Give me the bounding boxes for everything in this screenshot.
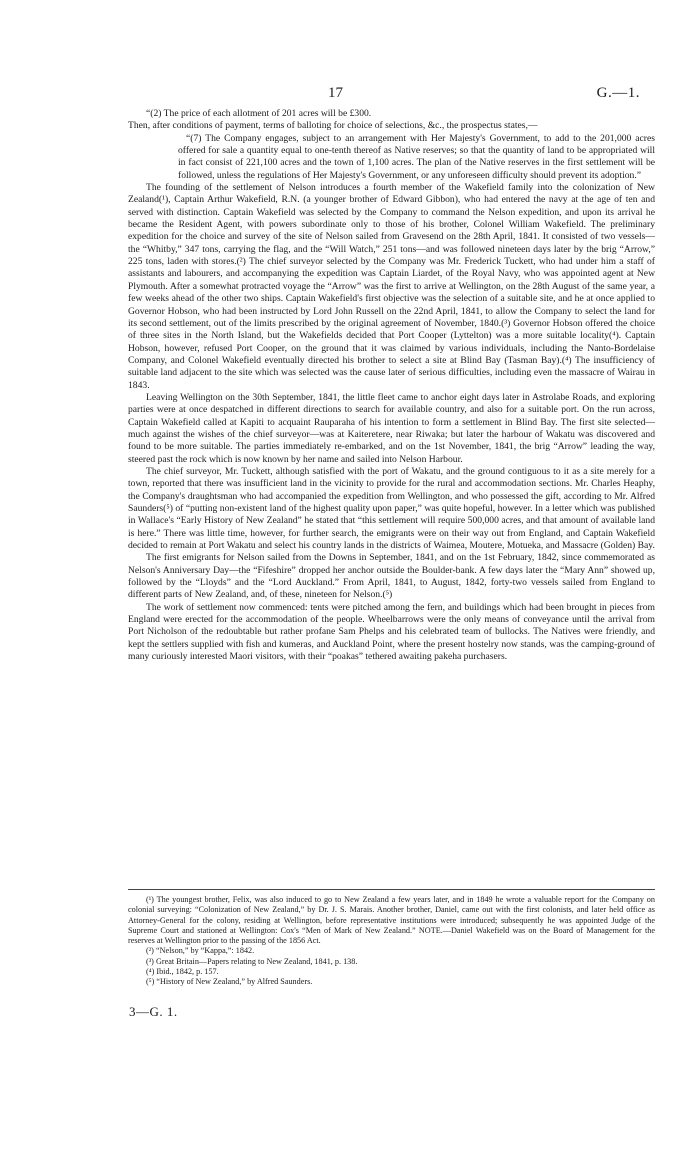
paragraph: The work of settlement now commenced: tents were pitched among the fern, and buildings which had been brought in pieces from England were erected for the accommodation of the people. Wheelbarrows were the only means of conveyance until the arrival from Port Nicholson of the redoubtable but rather profane Sam Phelps and his celebrated team of bullocks. The Natives were friendly, and kept the settlers supplied with fish and kumeras, and Auckland Point, where the present hostelry now stands, was the camping-ground of many curiously interested Maori visitors, with their “poakas” tethered awaiting pakeha purchasers. [128,601,655,663]
paragraph: The chief surveyor, Mr. Tuckett, although satisfied with the port of Wakatu, and the ground contiguous to it as a site merely for a town, reported that there was insufficient land in the vicinity to provide for the rural and accommodation sections. Mr. Charles Heaphy, the Company's draughtsman who had accompanied the expedition from Wellington, and who possessed the gift, according to Mr. Alfred Saunders(⁵) of “putting non-existent land of the highest quality upon paper,” was quite hopeful, however. In a letter which was published in Wallace's “Early History of New Zealand” he stated that “this settlement will require 500,000 acres, and that amount of available land is here.” There was little time, however, for further search, the emigrants were on their way out from England, and Captain Wakefield decided to remain at Port Wakatu and select his country lands in the districts of Waimea, Moutere, Motueka, and Massacre (Golden) Bay. [128,465,655,552]
page-number: 17 [328,85,343,101]
paragraph: Then, after conditions of payment, terms of balloting for choice of selections, &c., the prospectus states,— [128,120,538,132]
footnote: (⁴) Ibid., 1842, p. 157. [146,967,219,977]
footnote-divider [128,889,655,890]
body-text [128,108,655,663]
paragraph: Leaving Wellington on the 30th September, 1841, the little fleet came to anchor eight days later in Astrolabe Roads, and exploring parties were at once despatched in different directions to search for available country, and also for a suitable port. On the run across, Captain Wakefield called at Kapiti to acquaint Rauparaha of his intention to form a settlement in Blind Bay. The first site selected—much against the wishes of the chief surveyor—was at Kaiteretere, near Riwaka; but later the harbour of Wakatu was discovered and found to be more suitable. The parties immediately re-embarked, and on the 1st November, 1841, the brig “Arrow” leading the way, steered past the rock which is now known by her name and sailed into Nelson Harbour. [128,391,655,465]
footnote: (²) “Nelson,” by “Kappa,”: 1842. [146,946,255,956]
document-reference: G.—1. [596,85,640,101]
footnote: (³) Great Britain—Papers relating to New Zealand, 1841, p. 138. [146,956,358,966]
paragraph: The first emigrants for Nelson sailed from the Downs in September, 1841, and on the 1st February, 1842, since commemorated as Nelson's Anniversary Day—the “Fifeshire” dropped her anchor outside the Boulder-bank. A few days later the “Mary Ann” showed up, followed by the “Lloyds” and the “Lord Auckland.” From April, 1841, to August, 1842, forty-two vessels sailed from England to different parts of New Zealand, and, of these, nineteen for Nelson.(⁵) [128,552,655,601]
footnote: (¹) The youngest brother, Felix, was also induced to go to New Zealand a few years later, and in 1849 he wrote a valuable report for the Company on colonial surveying: “Colonization of New Zealand,” by Dr. J. S. Marais. Another brother, Daniel, came out with the first colonists, and later held office as Attorney-General for the colony, residing at Wellington, before representative institutions were introduced; subsequently he was appointed Judge of the Supreme Court and stationed at Wellington: Cox's “Men of Mark of New Zealand.” NOTE.—Daniel Wakefield was on the Board of Management for the reserves at Wellington prior to the passing of the 1856 Act. [128,895,655,946]
footnotes [128,895,655,988]
paragraph: “(2) The price of each allotment of 201 acres will be £300. [146,108,372,119]
paragraph: The founding of the settlement of Nelson introduces a fourth member of the Wakefield family into the colonization of New Zealand(¹), Captain Arthur Wakefield, R.N. (a younger brother of Edward Gibbon), who had entered the navy at the age of ten and served with distinction. Captain Wakefield was selected by the Company to command the Nelson expedition, and upon its arrival he became the Resident Agent, with powers subordinate only to those of his brother, Colonel William Wakefield. The preliminary expedition for the choice and survey of the site of Nelson sailed from Gravesend on the 28th April, 1841. It consisted of two vessels—the “Whitby,” 347 tons, carrying the flag, and the “Will Watch,” 251 tons—and was followed nineteen days later by the brig “Arrow,” 225 tons, laden with stores.(²) The chief surveyor selected by the Company was Mr. Frederick Tuckett, who had under him a staff of assistants and labourers, and accompanying the expedition was Captain Liardet, of the Royal Navy, who was appointed agent at New Plymouth. After a somewhat protracted voyage the “Arrow” was the first to arrive at Wellington, on the 28th August of the same year, a few weeks ahead of the other two ships. Captain Wakefield's first objective was the selection of a suitable site, and he at once applied to Governor Hobson, who had been instructed by Lord John Russell on the 22nd April, 1841, to allow the Company to select the land for its second settlement, out of the limits prescribed by the original agreement of November, 1840.(³) Governor Hobson offered the choice of three sites in the North Island, but the Wakefields decided that Port Cooper (Lyttelton) was a more suitable locality(⁴). Captain Hobson, however, refused Port Cooper, on the ground that it was claimed by various individuals, including the Nanto-Bordelaise Company, and Colonel Wakefield eventually directed his brother to select a site at Blind Bay (Tasman Bay).(⁴) The insufficiency of suitable land adjacent to the site which was selected was the cause later of serious difficulties, including even the massacre of Wairau in 1843. [128,182,655,391]
signature-mark: 3—G. 1. [129,1004,178,1019]
footnote: (⁵) “History of New Zealand,” by Alfred Saunders. [146,977,313,987]
quoted-paragraph: “(7) The Company engages, subject to an arrangement with Her Majesty's Government, to add to the 201,000 acres offered for sale a quantity equal to one-tenth thereof as Native reserves; so that the quantity of land to be appropriated will in fact consist of 221,100 acres and the town of 1,100 acres. The plan of the Native reserves in the first settlement will be followed, unless the regulations of Her Majesty's Government, or any unforeseen difficulty should prevent its adoption.” [178,132,655,181]
